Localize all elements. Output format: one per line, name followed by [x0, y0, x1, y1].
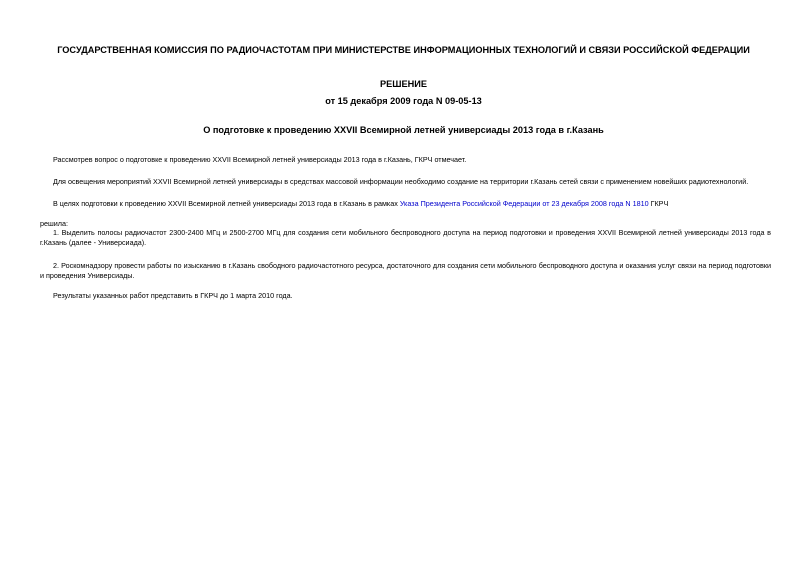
- paragraph-media-coverage: Для освещения мероприятий XXVII Всемирной летней универсиады в средствах массовой информации необходимо создание на территории г.Казань сетей связи с применением новейших радиотехнологий.: [53, 177, 749, 186]
- presidential-decree-link[interactable]: Указа Президента Российской Федерации от 23 декабря 2008 года N 1810: [399, 199, 649, 208]
- decided-label: решила:: [40, 219, 68, 228]
- paragraph-results: Результаты указанных работ представить в ГКРЧ до 1 марта 2010 года.: [53, 291, 293, 300]
- paragraph-preparation-text: В целях подготовки к проведению XXVII Всемирной летней универсиады 2013 года в г.Казань в рамках: [53, 199, 400, 208]
- document-date-number: от 15 декабря 2009 года N 09-05-13: [325, 96, 482, 106]
- paragraph-preparation-suffix: ГКРЧ: [648, 199, 669, 208]
- decision-item-2: 2. Роскомнадзору провести работы по изысканию в г.Казань свободного радиочастотного ресурса, достаточного для создания сети мобильного беспроводного доступа и оказания услуг связи на период подготовки и проведения Универсиады.: [40, 261, 771, 280]
- document-subject: О подготовке к проведению XXVII Всемирной летней универсиады 2013 года в г.Казань: [203, 125, 604, 135]
- decision-item-1: 1. Выделить полосы радиочастот 2300-2400 МГц и 2500-2700 МГц для создания сети мобильного беспроводного доступа на период подготовки и проведения XXVII Всемирной летней универсиады 2013 года в г.Казань (далее - Универсиада).: [40, 228, 771, 247]
- paragraph-considered: Рассмотрев вопрос о подготовке к проведению XXVII Всемирной летней универсиады 2013 года в г.Казань, ГКРЧ отмечает.: [53, 155, 467, 164]
- document-type: РЕШЕНИЕ: [380, 79, 427, 89]
- paragraph-preparation: [53, 199, 668, 209]
- commission-title: ГОСУДАРСТВЕННАЯ КОМИССИЯ ПО РАДИОЧАСТОТАМ ПРИ МИНИСТЕРСТВЕ ИНФОРМАЦИОННЫХ ТЕХНОЛОГИЙ И СВЯЗИ РОССИЙСКОЙ ФЕДЕРАЦИИ: [57, 45, 750, 55]
